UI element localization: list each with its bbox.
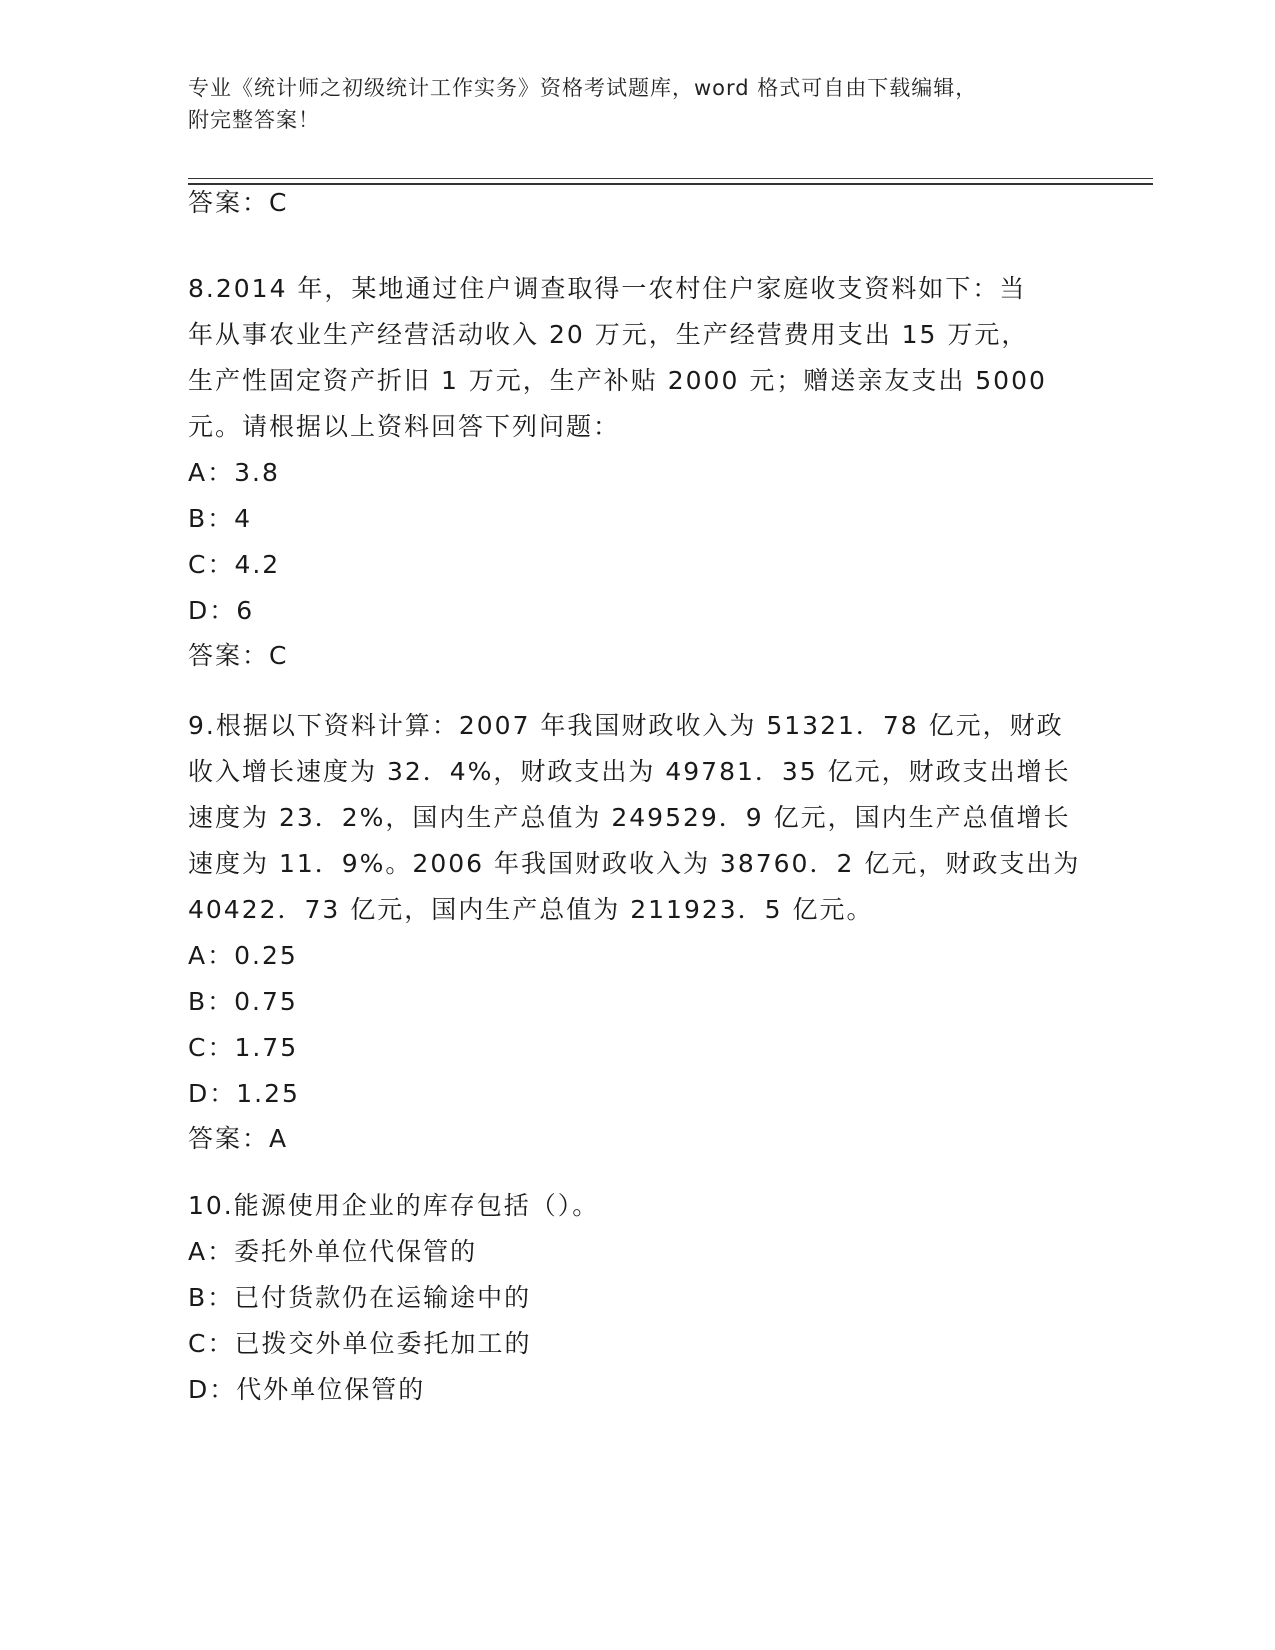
q9-stem-line: 40422．73 亿元，国内生产总值为 211923．5 亿元。 — [188, 895, 874, 924]
q8-option-b: B：4 — [188, 504, 253, 533]
q8-stem-line: 元。请根据以上资料回答下列问题： — [188, 412, 621, 441]
q8-option-a: A：3.8 — [188, 458, 280, 487]
q10-stem — [188, 1183, 1088, 1229]
q9-option-a: A：0.25 — [188, 941, 298, 970]
q8-option-c: C：4.2 — [188, 550, 281, 579]
q8-stem — [188, 266, 1088, 450]
q10-stem-line: 10.能源使用企业的库存包括（）。 — [188, 1191, 600, 1220]
q8-stem-line: 生产性固定资产折旧 1 万元，生产补贴 2000 元；赠送亲友支出 5000 — [188, 366, 1047, 395]
q9-stem-line: 9.根据以下资料计算：2007 年我国财政收入为 51321．78 亿元，财政 — [188, 711, 1064, 740]
q8-stem-line: 年从事农业生产经营活动收入 20 万元，生产经营费用支出 15 万元， — [188, 320, 1029, 349]
header-line-2: 附完整答案！ — [188, 108, 320, 132]
q9-answer: 答案：A — [188, 1124, 289, 1153]
q8-option-d: D：6 — [188, 596, 255, 625]
q9-stem-line: 速度为 11．9%。2006 年我国财政收入为 38760．2 亿元，财政支出为 — [188, 849, 1081, 878]
header-divider-thin — [188, 178, 1153, 179]
question-8 — [188, 266, 1088, 674]
q10-option-d: D：代外单位保管的 — [188, 1375, 426, 1404]
document-header — [188, 72, 1068, 136]
q9-option-c: C：1.75 — [188, 1033, 299, 1062]
header-line-1: 专业《统计师之初级统计工作实务》资格考试题库，word 格式可自由下载编辑， — [188, 76, 978, 100]
q9-stem-line: 速度为 23．2%，国内生产总值为 249529．9 亿元，国内生产总值增长 — [188, 803, 1071, 832]
q8-answer: 答案：C — [188, 641, 289, 670]
question-10 — [188, 1183, 1088, 1413]
q7-answer: 答案：C — [188, 188, 289, 217]
q10-option-a: A：委托外单位代保管的 — [188, 1237, 478, 1266]
q10-option-b: B：已付货款仍在运输途中的 — [188, 1283, 532, 1312]
q9-option-b: B：0.75 — [188, 987, 298, 1016]
q10-option-c: C：已拨交外单位委托加工的 — [188, 1329, 532, 1358]
q9-stem-line: 收入增长速度为 32．4%，财政支出为 49781．35 亿元，财政支出增长 — [188, 757, 1071, 786]
q9-option-d: D：1.25 — [188, 1079, 300, 1108]
question-9 — [188, 703, 1088, 1157]
q8-stem-line: 8.2014 年，某地通过住户调查取得一农村住户家庭收支资料如下：当 — [188, 274, 1027, 303]
q9-stem — [188, 703, 1088, 933]
